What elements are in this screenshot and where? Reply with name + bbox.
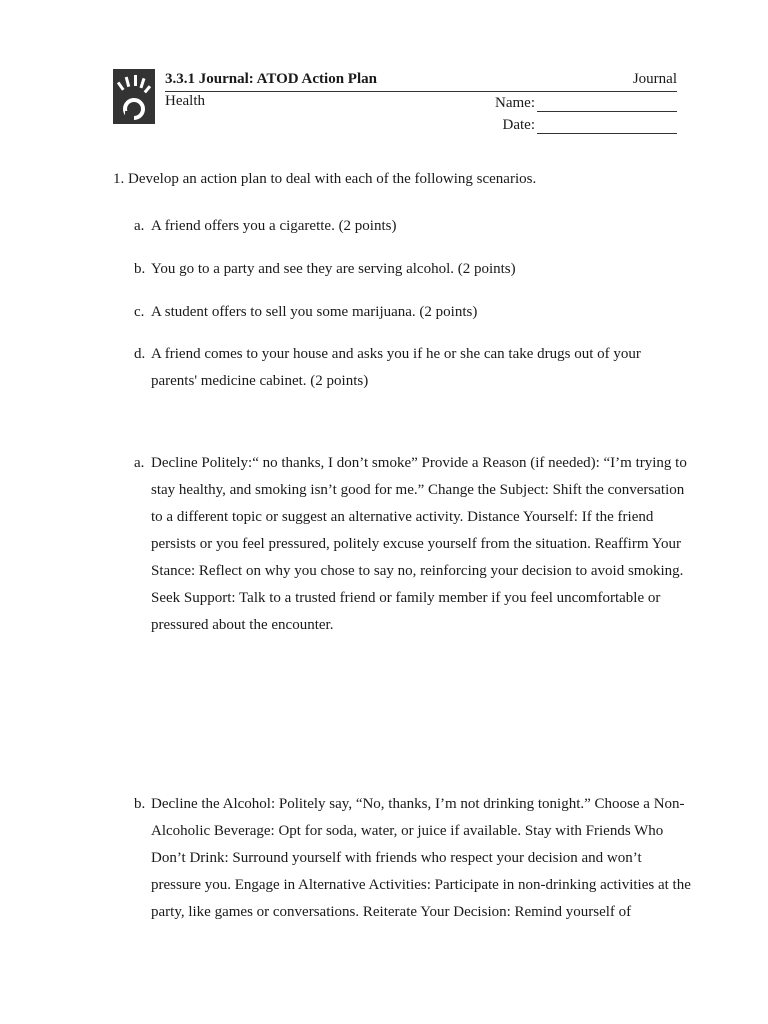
header-divider: [165, 91, 677, 92]
answer-b: [134, 791, 694, 926]
answer-text: Decline Politely:“ no thanks, I don’t smoke” Provide a Reason (if needed): “I’m trying to stay healthy, and smoking isn’t good for me.” Change the Subject: Shift the conversation to a different topic or suggest an alternative activity. Distance Yourself: If the friend persists or you feel pressured, politely excuse yourself from the situation. Reaffirm Your Stance: Reflect on why you chose to say no, reinforcing your decision to avoid smoking. Seek Support: Talk to a trusted friend or family member if you feel uncomfortable or pressured about the encounter.: [151, 455, 687, 633]
prompt-marker: b.: [134, 261, 146, 277]
sunburst-logo-icon: [113, 69, 155, 124]
answer-marker: b.: [134, 796, 146, 812]
name-field[interactable]: [495, 95, 677, 112]
name-label: Name:: [495, 95, 535, 111]
prompt-marker: d.: [134, 346, 146, 362]
prompt-a: [134, 213, 694, 240]
prompt-text: A friend comes to your house and asks you if he or she can take drugs out of your parents' medicine cabinet. (2 points): [151, 346, 641, 389]
answer-marker: a.: [134, 455, 145, 471]
question-1: 1. Develop an action plan to deal with each of the following scenarios.: [113, 171, 537, 187]
prompt-text: A student offers to sell you some marijuana. (2 points): [151, 304, 478, 320]
subject-label: Health: [165, 93, 205, 109]
prompt-b: [134, 256, 694, 283]
prompt-c: [134, 299, 694, 326]
prompt-text: A friend offers you a cigarette. (2 points): [151, 218, 397, 234]
answer-text: Decline the Alcohol: Politely say, “No, thanks, I’m not drinking tonight.” Choose a Non-Alcoholic Beverage: Opt for soda, water, or juice if available. Stay with Friends Who Don’t Drink: Surround yourself with friends who respect your decision and won’t pressure you. Engage in Alternative Activities: Participate in non-drinking activities at the party, like games or conversations. Reiterate Your Decision: Remind yourself of: [151, 796, 691, 920]
name-input-line[interactable]: [537, 96, 677, 112]
document-title: 3.3.1 Journal: ATOD Action Plan: [165, 71, 377, 87]
date-label: Date:: [502, 117, 535, 133]
prompt-text: You go to a party and see they are serving alcohol. (2 points): [151, 261, 516, 277]
prompt-marker: a.: [134, 218, 145, 234]
answer-a: [134, 450, 694, 639]
document-type-label: Journal: [632, 71, 677, 87]
date-field[interactable]: [503, 117, 677, 134]
prompt-marker: c.: [134, 304, 145, 320]
prompt-d: [134, 341, 654, 395]
date-input-line[interactable]: [537, 118, 677, 134]
